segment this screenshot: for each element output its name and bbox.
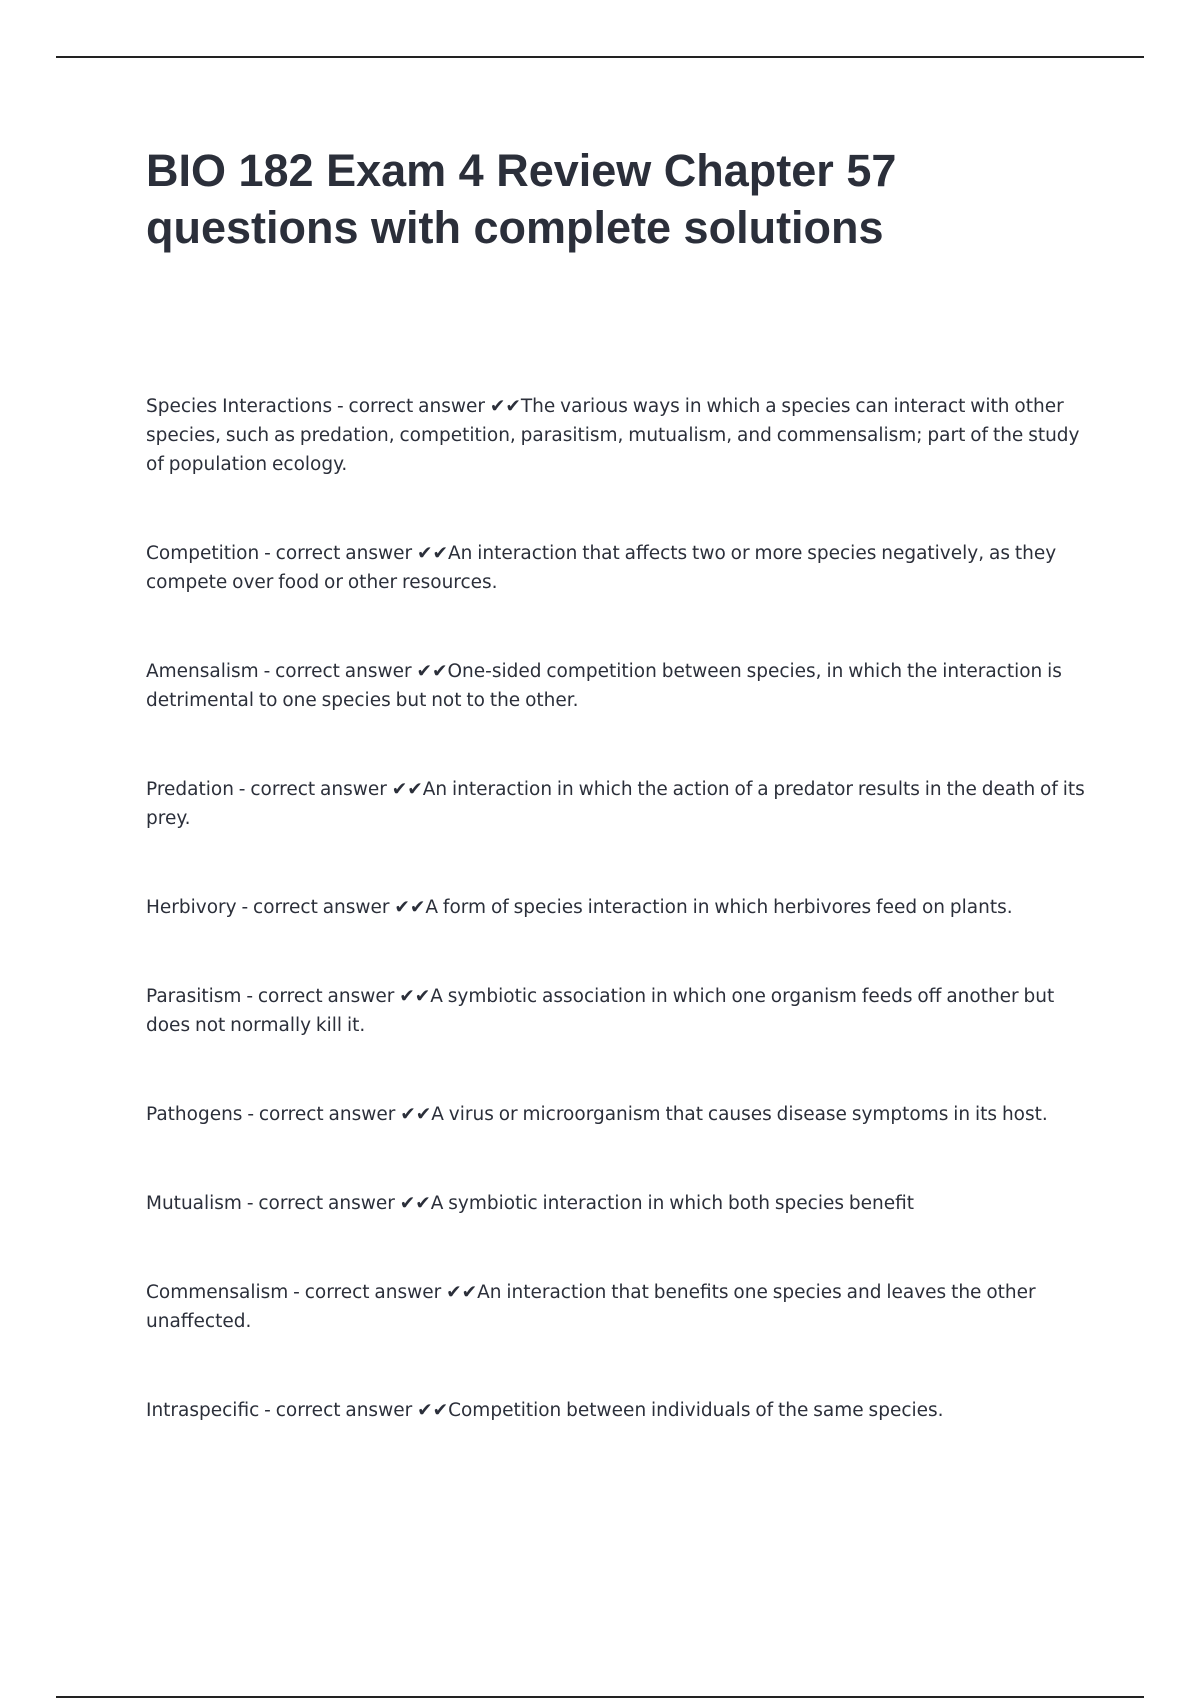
top-rule	[56, 56, 1144, 58]
qa-item-amensalism: Amensalism - correct answer ✔✔One-sided competition between species, in which the interaction is detrimental to one species but not to the other.	[146, 661, 1062, 711]
document-title: BIO 182 Exam 4 Review Chapter 57 questions with complete solutions	[146, 145, 897, 253]
qa-item-mutualism: Mutualism - correct answer ✔✔A symbiotic interaction in which both species benefit	[146, 1193, 915, 1214]
qa-item-competition: Competition - correct answer ✔✔An interaction that affects two or more species negatively, as they compete over food or other resources.	[146, 543, 1057, 593]
qa-item-predation: Predation - correct answer ✔✔An interaction in which the action of a predator results in the death of its prey.	[146, 779, 1085, 829]
qa-item-commensalism: Commensalism - correct answer ✔✔An interaction that benefits one species and leaves the other unaffected.	[146, 1282, 1036, 1332]
qa-list	[146, 392, 1086, 1485]
bottom-rule	[56, 1696, 1144, 1698]
qa-item-parasitism: Parasitism - correct answer ✔✔A symbiotic association in which one organism feeds off another but does not normally kill it.	[146, 986, 1055, 1036]
qa-item-pathogens: Pathogens - correct answer ✔✔A virus or microorganism that causes disease symptoms in its host.	[146, 1104, 1048, 1125]
qa-item-species-interactions: Species Interactions - correct answer ✔✔The various ways in which a species can interact with other species, such as predation, competition, parasitism, mutualism, and commensalism; part of the study of population ecology.	[146, 396, 1080, 475]
qa-item-herbivory: Herbivory - correct answer ✔✔A form of species interaction in which herbivores feed on plants.	[146, 897, 1013, 918]
qa-item-intraspecific: Intraspecific - correct answer ✔✔Competition between individuals of the same species.	[146, 1400, 944, 1421]
